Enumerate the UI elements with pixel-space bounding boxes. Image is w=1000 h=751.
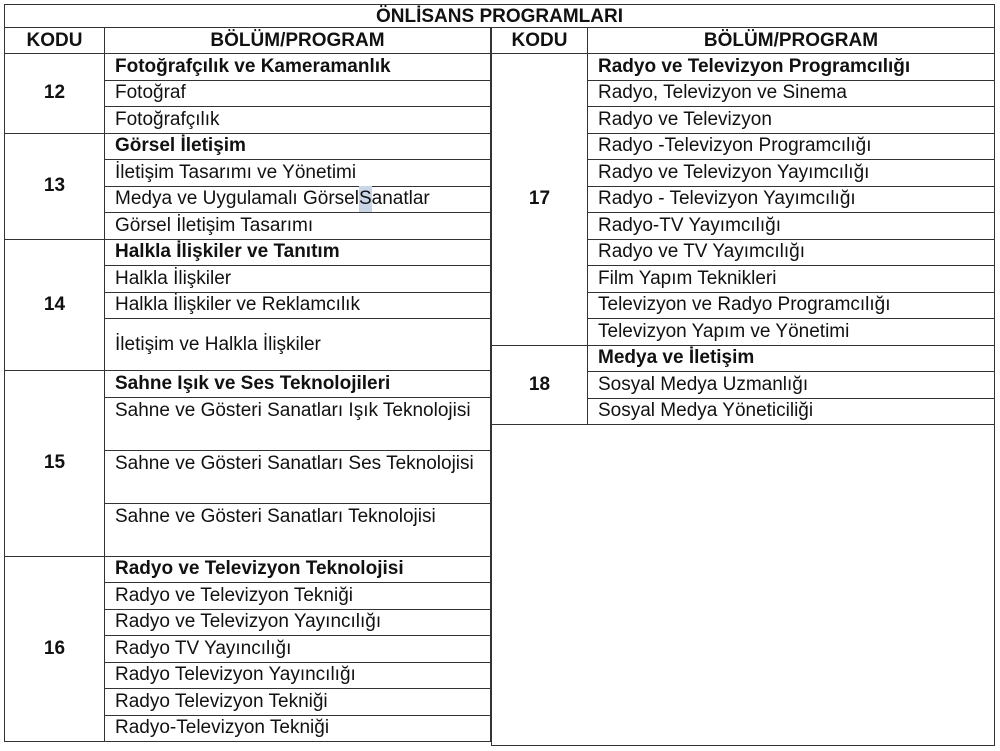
program-item: Fotoğraf	[104, 80, 491, 108]
program-item: Sahne ve Gösteri Sanatları Işık Teknolojisi	[104, 397, 491, 451]
header-program: BÖLÜM/PROGRAM	[587, 27, 995, 54]
program-item: Radyo ve Televizyon Tekniği	[104, 582, 491, 610]
program-item: Radyo - Televizyon Yayımcılığı	[587, 186, 995, 214]
program-item: İletişim Tasarımı ve Yönetimi	[104, 159, 491, 187]
program-item: Sahne ve Gösteri Sanatları Teknolojisi	[104, 503, 491, 557]
program-item: İletişim ve Halkla İlişkiler	[104, 318, 491, 371]
program-group-heading: Medya ve İletişim	[587, 345, 995, 373]
program-item: Görsel İletişim Tasarımı	[104, 212, 491, 240]
program-item: Radyo -Televizyon Programcılığı	[587, 133, 995, 161]
program-group-heading: Fotoğrafçılık ve Kameramanlık	[104, 53, 491, 81]
program-item: Film Yapım Teknikleri	[587, 265, 995, 293]
kodu-cell: 15	[4, 370, 105, 557]
program-item: Medya ve Uygulamalı Görsel S anatlar	[104, 186, 491, 214]
program-item: Radyo Televizyon Tekniği	[104, 688, 491, 716]
program-item: Radyo-TV Yayımcılığı	[587, 212, 995, 240]
header-program: BÖLÜM/PROGRAM	[104, 27, 491, 54]
kodu-cell: 12	[4, 53, 105, 134]
program-item: Halkla İlişkiler ve Reklamcılık	[104, 292, 491, 320]
kodu-cell: 13	[4, 133, 105, 240]
header-kodu: KODU	[4, 27, 105, 54]
program-item: Sosyal Medya Uzmanlığı	[587, 371, 995, 399]
kodu-cell: 18	[491, 345, 588, 426]
kodu-cell: 16	[4, 556, 105, 743]
kodu-cell: 17	[491, 53, 588, 346]
program-group-heading: Radyo ve Televizyon Programcılığı	[587, 53, 995, 81]
program-item: Radyo, Televizyon ve Sinema	[587, 80, 995, 108]
program-item: Radyo ve Televizyon	[587, 106, 995, 134]
program-item: Radyo ve Televizyon Yayıncılığı	[104, 609, 491, 637]
program-group-heading: Görsel İletişim	[104, 133, 491, 161]
program-item: Radyo ve Televizyon Yayımcılığı	[587, 159, 995, 187]
program-item: Radyo-Televizyon Tekniği	[104, 715, 491, 743]
program-item: Televizyon ve Radyo Programcılığı	[587, 292, 995, 320]
program-item: Radyo TV Yayıncılığı	[104, 635, 491, 663]
program-item: Sosyal Medya Yöneticiliği	[587, 398, 995, 426]
program-item: Halkla İlişkiler	[104, 265, 491, 293]
program-item: Fotoğrafçılık	[104, 106, 491, 134]
text-selection-highlight: S	[359, 186, 372, 212]
header-kodu: KODU	[491, 27, 588, 54]
program-item: Televizyon Yapım ve Yönetimi	[587, 318, 995, 346]
program-item: Radyo ve TV Yayımcılığı	[587, 239, 995, 267]
empty-cell	[491, 424, 995, 746]
program-group-heading: Halkla İlişkiler ve Tanıtım	[104, 239, 491, 267]
kodu-cell: 14	[4, 239, 105, 372]
program-item: Radyo Televizyon Yayıncılığı	[104, 662, 491, 690]
table-title: ÖNLİSANS PROGRAMLARI	[4, 4, 995, 28]
program-group-heading: Radyo ve Televizyon Teknolojisi	[104, 556, 491, 584]
program-item: Sahne ve Gösteri Sanatları Ses Teknolojisi	[104, 450, 491, 504]
program-group-heading: Sahne Işık ve Ses Teknolojileri	[104, 370, 491, 398]
